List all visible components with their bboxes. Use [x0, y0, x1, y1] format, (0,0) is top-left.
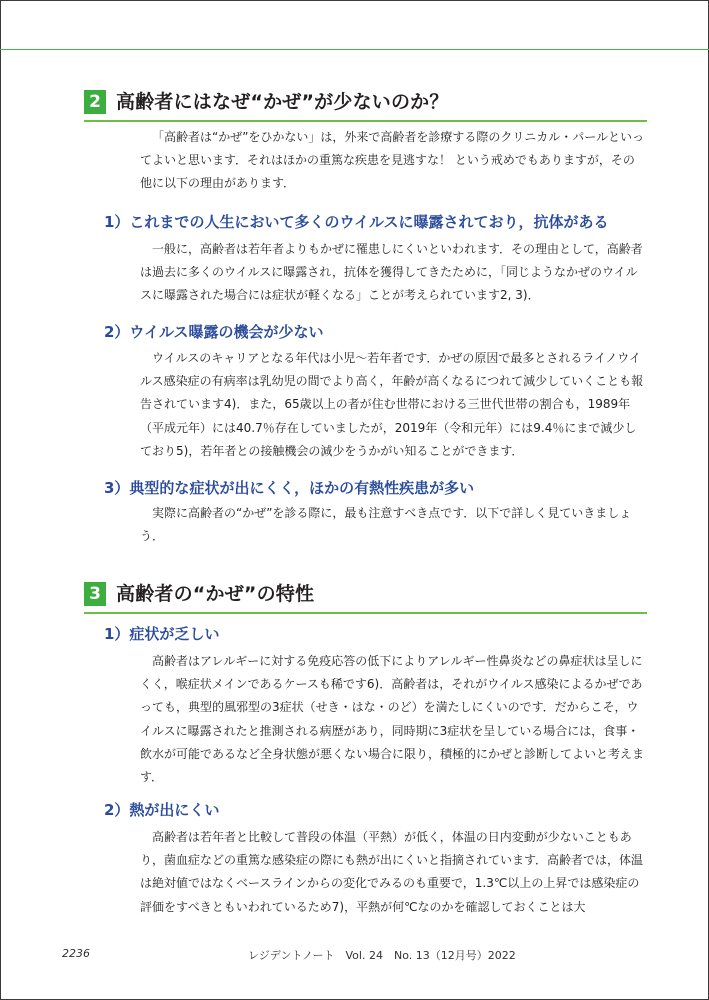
- section-2-sub-1-title: 1）これまでの人生において多くのウイルスに曝露されており，抗体がある: [104, 213, 609, 231]
- section-2-heading: [84, 90, 647, 122]
- section-2-number: 2: [84, 90, 106, 114]
- section-2-sub-3-text: 実際に高齢者の“かぜ”を診る際に，最も注意すべき点です．以下で詳しく見ていきましょう．: [140, 506, 632, 544]
- section-2-sub-1-body: [140, 238, 646, 308]
- journal-info: レジデントノート Vol. 24 No. 13（12月号）2022: [248, 949, 516, 962]
- section-3-heading: [84, 582, 647, 614]
- section-2-sub-1-text: 一般に，高齢者は若年者よりもかぜに罹患しにくいといわれます．その理由として，高齢者は過去に多くのウイルスに曝露され，抗体を獲得してきたために，「同じようなかぜのウイルスに曝露された場合には症状が軽くなる」ことが考えられています2, 3)．: [140, 242, 643, 303]
- page-number: 2236: [62, 947, 90, 960]
- section-2-sub-3-title: 3）典型的な症状が出にくく，ほかの有熱性疾患が多い: [104, 479, 475, 497]
- section-3-sub-1-text: 高齢者はアレルギーに対する免疫応答の低下によりアレルギー性鼻炎などの鼻症状は呈しにくく，喉症状メインであるケースも稀です6)．高齢者は，それがウイルス感染によるかぜであっても，典型的風邪型の3症状（せき・はな・のど）を満たしにくいのです．だからこそ，ウイルスに曝露されたと推測される病歴があり，同時期に3症状を呈している場合には，食事・飲水が可能であるなど全身状態が悪くない場合に限り，積極的にかぜと診断してよいと考えます．: [140, 654, 645, 785]
- section-3-sub-2-title: 2）熱が出にくい: [104, 801, 220, 819]
- section-2-title: 高齢者にはなぜ“かぜ”が少ないのか？: [116, 91, 449, 113]
- section-3-sub-2-body: [140, 826, 646, 919]
- section-2-sub-2-title: 2）ウイルス曝露の機会が少ない: [104, 323, 324, 341]
- section-2-sub-2-text: ウイルスのキャリアとなる年代は小児～若年者です．かぜの原因で最多とされるライノウイルス感染症の有病率は乳幼児の間でより高く，年齢が高くなるにつれて減少していくことも報告されています4)．また，65歳以上の者が住む世帯における三世代世帯の割合も，1989年（平成元年）には40.7％存在していましたが，2019年（令和元年）には9.4％にまで減少しており5)，若年者との接触機会の減少をうかがい知ることができます．: [140, 351, 644, 458]
- section-3-number: 3: [84, 582, 106, 606]
- section-2-intro-text: 「高齢者は“かぜ”をひかない」は，外来で高齢者を診療する際のクリニカル・パールといってよいと思います．それはほかの重篤な疾患を見逃すな！ という戒めでもありますが，その他に以下の理由があります．: [140, 130, 644, 191]
- section-3-sub-1-title: 1）症状が乏しい: [104, 625, 220, 643]
- section-3-title: 高齢者の“かぜ”の特性: [116, 583, 315, 605]
- section-2-sub-3-body: [140, 502, 646, 548]
- section-3-sub-1-body: [140, 650, 646, 789]
- section-2-intro: [140, 126, 646, 196]
- section-3-sub-2-text: 高齢者は若年者と比較して普段の体温（平熱）が低く，体温の日内変動が少ないこともあり，菌血症などの重篤な感染症の際にも熱が出にくいと指摘されています．高齢者では，体温は絶対値ではなくベースラインからの変化でみるのも重要で，1.3℃以上の上昇では感染症の評価をすべきともいわれているため7)，平熱が何℃なのかを確認しておくことは大: [140, 830, 644, 914]
- top-rule: [0, 49, 709, 50]
- section-2-sub-2-body: [140, 347, 646, 463]
